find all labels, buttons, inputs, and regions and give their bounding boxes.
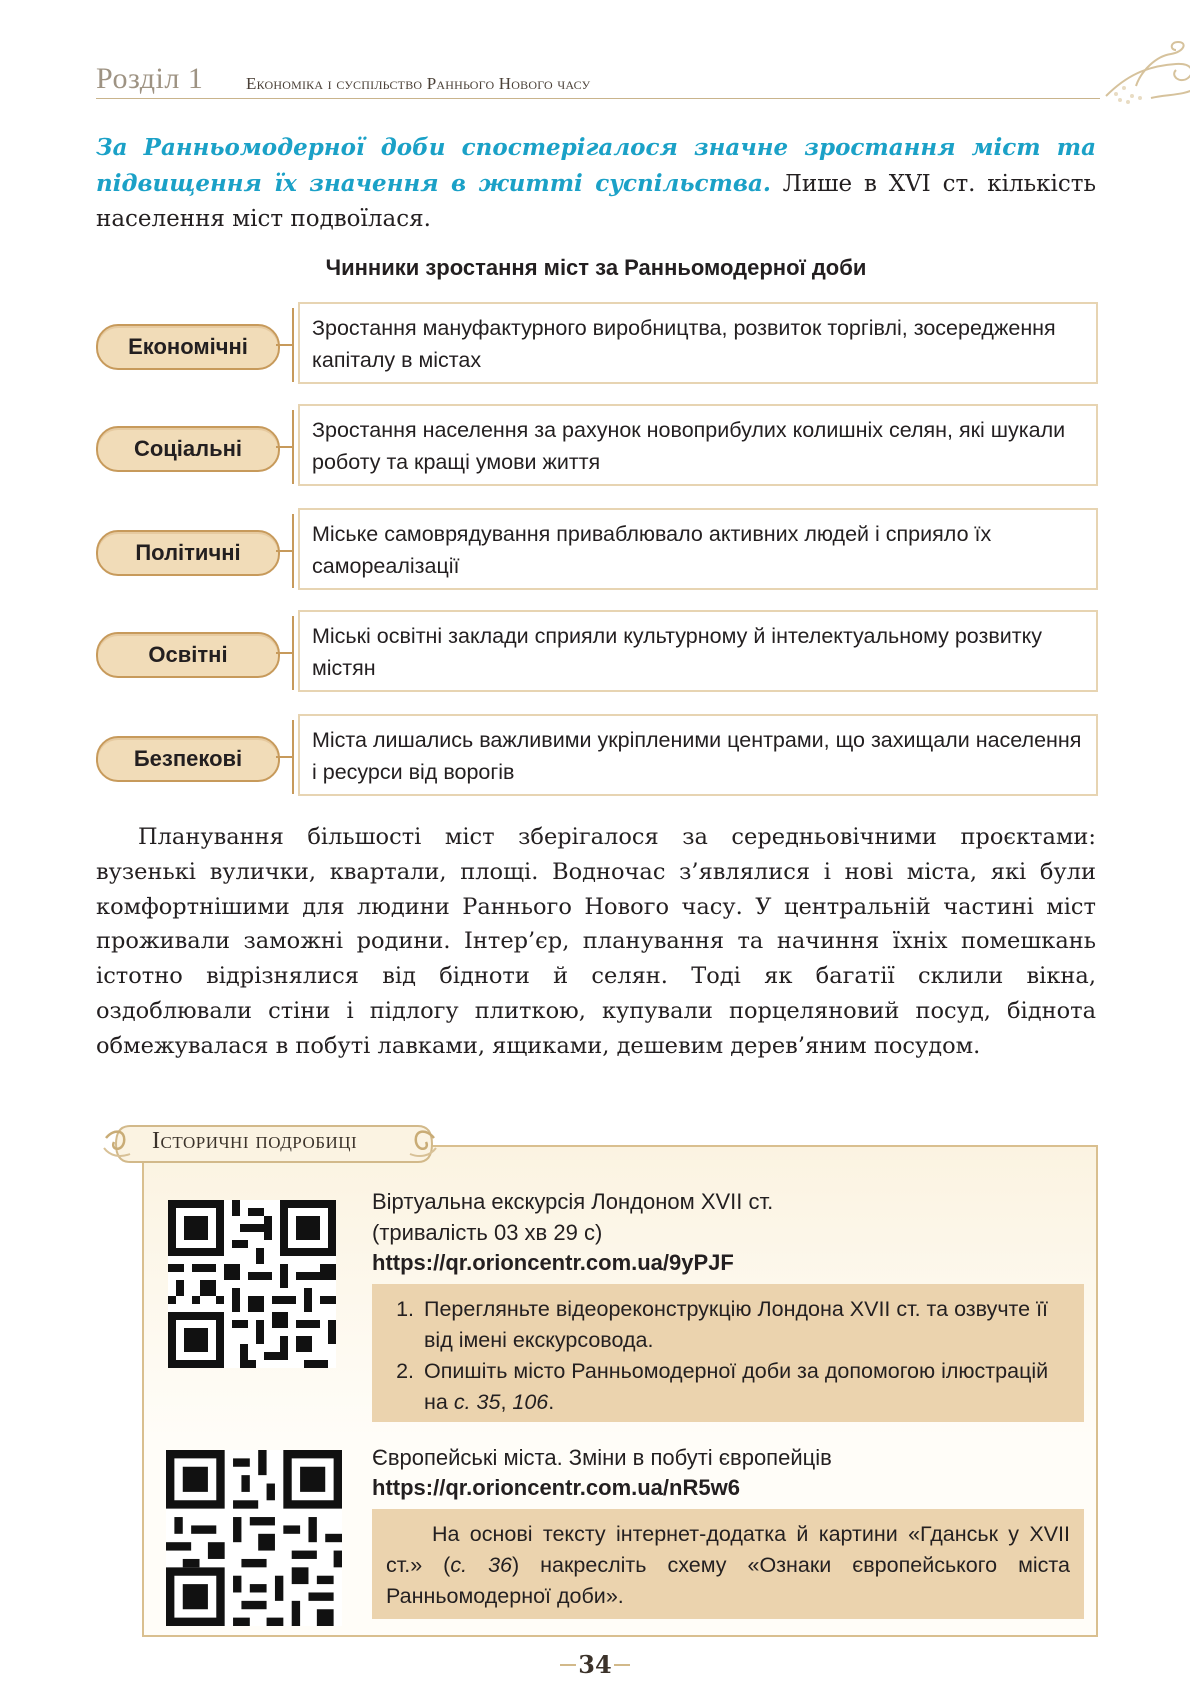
- factor-row: [96, 714, 1104, 800]
- connector: [292, 308, 294, 382]
- factor-label: Політичні: [96, 530, 280, 576]
- page-number: 34: [578, 1650, 612, 1679]
- page-reference: с. 35: [453, 1390, 501, 1414]
- connector: [276, 652, 292, 654]
- task-box: [372, 1284, 1084, 1422]
- body-paragraph: Планування більшості міст зберігалося за середньовічними проєктами: вузенькі вулички, квартали, площі. Водночас з’являлися і нові міста, які були комфортнішими для людини Раннього Нового часу. У центральній частині міст проживали заможні родини. Інтер’єр, планування та начиння їхніх помешкань істотно відрізнялися від бідноти й селян. Тоді як багатії склили вікна, оздоблювали стіни і підлогу плиткою, купували порцеляновий посуд, біднота обмежувалася в побуті лавками, ящиками, дешевим дерев’яним посудом.: [96, 824, 1096, 1059]
- lead-rest: Лише в XVI ст. кількість населення міст подвоїлася.: [96, 171, 1096, 232]
- resource-title: Європейські міста. Зміни в побуті європейців: [372, 1445, 832, 1470]
- factor-row: [96, 610, 1104, 696]
- resource-title: Віртуальна екскурсія Лондоном XVII ст.: [372, 1189, 774, 1214]
- task-list: [372, 1284, 1084, 1428]
- task-text: На основі тексту інтернет-додатка й картини «Гданськ у XVII ст.» (: [386, 1522, 1070, 1577]
- factor-label: Освітні: [96, 632, 280, 678]
- section-title: Економіка і суспільство Раннього Нового часу: [246, 74, 591, 93]
- factor-label: Соціальні: [96, 426, 280, 472]
- running-head: [96, 62, 1096, 102]
- resource-link[interactable]: https://qr.orioncentr.com.ua/9yPJF: [372, 1250, 734, 1275]
- lead-emphasis: За Ранньомодерної доби спостерігалося значне зростання міст та підвищення їх значення в житті суспільства.: [96, 134, 1096, 197]
- lead-paragraph: [96, 130, 1096, 237]
- task-text: .: [548, 1390, 555, 1414]
- connector: [276, 344, 292, 346]
- resource-link[interactable]: https://qr.orioncentr.com.ua/nR5w6: [372, 1475, 740, 1500]
- factor-row: [96, 302, 1104, 388]
- task-item: 1. Перегляньте відеореконструкцію Лондона XVII ст. та озвучте її від імені екскурсовода.: [420, 1294, 1070, 1356]
- task-item: [372, 1509, 1084, 1622]
- qr-code-icon[interactable]: [168, 1200, 336, 1368]
- factor-description: Міські освітні заклади сприяли культурному й інтелектуальному розвитку містян: [298, 610, 1098, 692]
- diagram-title: Чинники зростання міст за Ранньомодерної доби: [325, 255, 867, 280]
- header-rule: [96, 98, 1100, 99]
- sidebar-heading: Історичні подробиці: [152, 1128, 358, 1154]
- factor-label: Безпекові: [96, 736, 280, 782]
- connector: [292, 514, 294, 588]
- factor-row: [96, 404, 1104, 490]
- connector: [292, 720, 294, 794]
- connector: [276, 756, 292, 758]
- section-label: Розділ 1: [96, 62, 204, 95]
- connector: [292, 616, 294, 690]
- factor-row: [96, 508, 1104, 594]
- connector: [292, 410, 294, 484]
- connector: [276, 446, 292, 448]
- task-item: [420, 1356, 1070, 1418]
- resource-duration: (тривалість 03 хв 29 с): [372, 1220, 603, 1245]
- task-text: Опишіть місто Ранньомодерної доби за допомогою ілюстрацій на: [424, 1359, 1049, 1414]
- task-box: [372, 1509, 1084, 1619]
- factor-description: Міста лишались важливими укріпленими центрами, що захищали населення і ресурси від ворогів: [298, 714, 1098, 796]
- floral-ornament-icon: [1096, 36, 1190, 116]
- factor-description: Зростання населення за рахунок новоприбулих колишніх селян, які шукали роботу та кращі умови життя: [298, 404, 1098, 486]
- page-reference: с. 36: [450, 1553, 512, 1577]
- page-reference: 106: [512, 1390, 549, 1414]
- factor-label: Економічні: [96, 324, 280, 370]
- qr-code-icon[interactable]: [166, 1450, 342, 1626]
- task-text: ,: [500, 1390, 513, 1414]
- sidebar-banner: [100, 1118, 440, 1170]
- task-text: ) накресліть схему «Ознаки європейського міста Ранньомодерної доби».: [386, 1553, 1070, 1608]
- factor-description: Зростання мануфактурного виробництва, розвиток торгівлі, зосередження капіталу в містах: [298, 302, 1098, 384]
- connector: [276, 550, 292, 552]
- factor-description: Міське самоврядування приваблювало активних людей і сприяло їх самореалізації: [298, 508, 1098, 590]
